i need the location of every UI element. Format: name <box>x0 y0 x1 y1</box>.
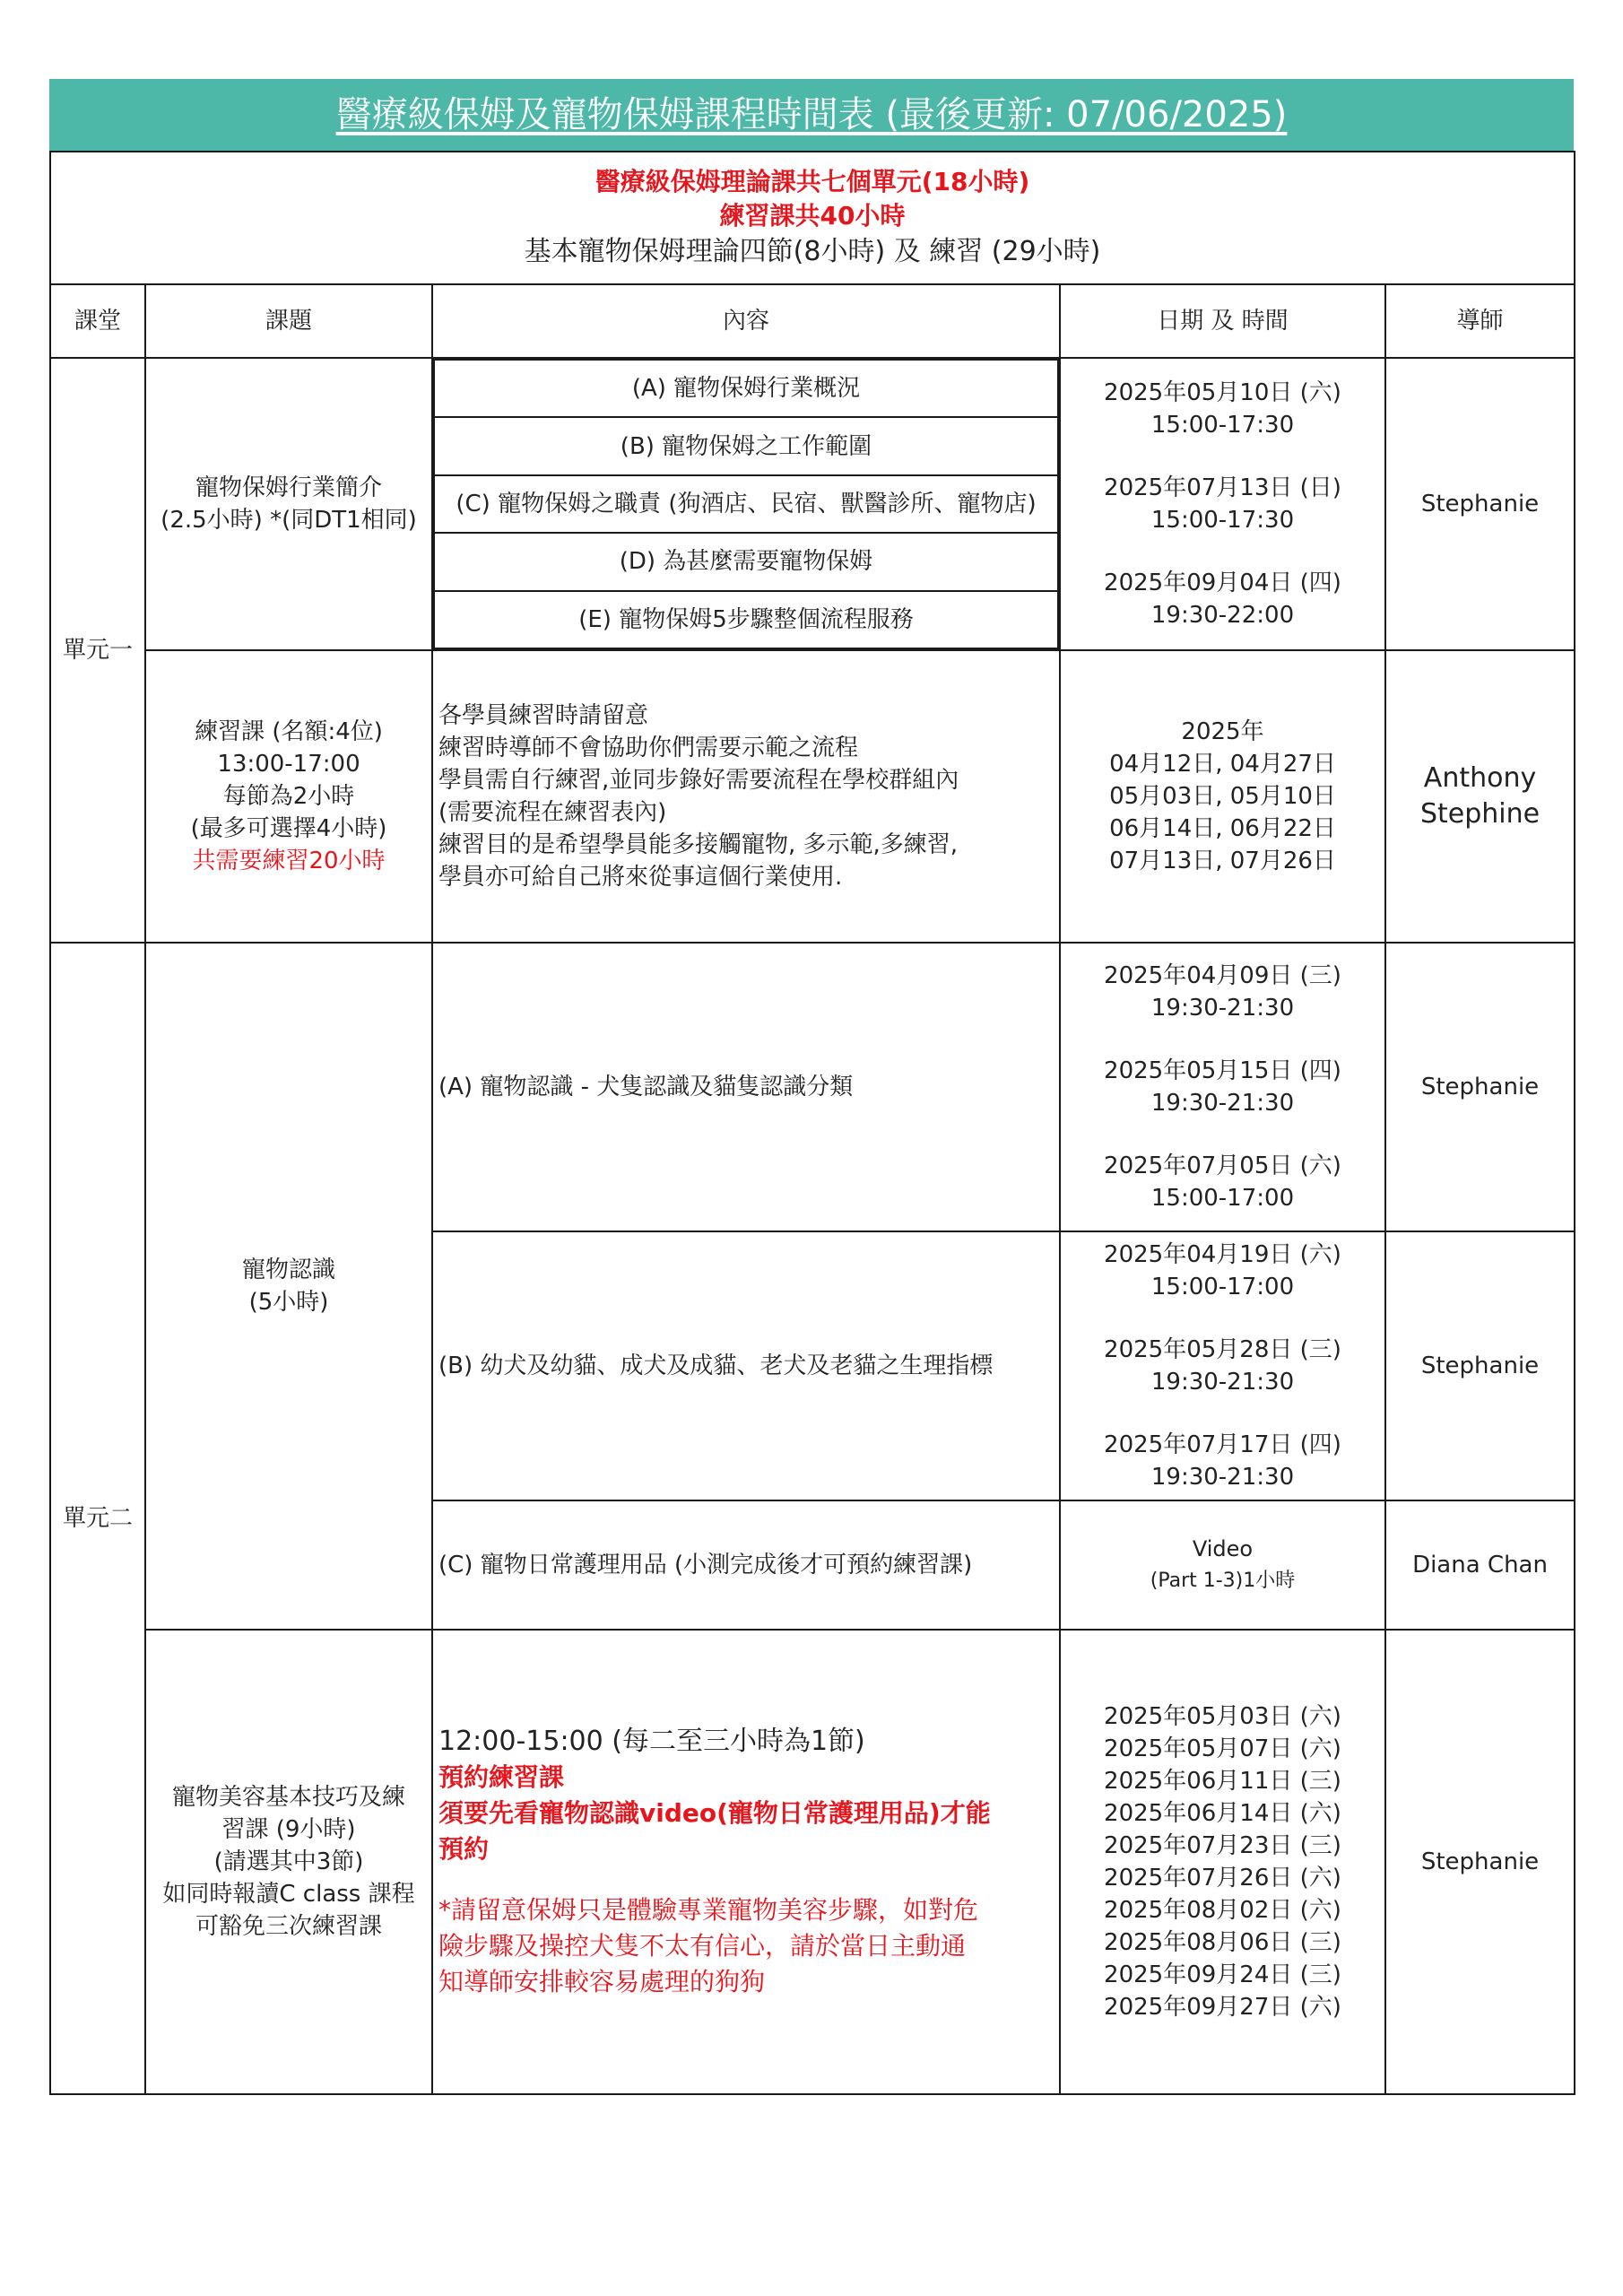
header-classroom: 課堂 <box>50 284 145 358</box>
summary-block <box>50 152 1575 284</box>
header-topic: 課題 <box>145 284 432 358</box>
recog-c-dates: Video (Part 1-3)1小時 <box>1060 1500 1385 1630</box>
list-item: (D) 為甚麼需要寵物保姆 <box>434 533 1058 590</box>
header-tutor: 導師 <box>1385 284 1575 358</box>
table-row <box>50 358 1575 650</box>
header-content: 內容 <box>432 284 1060 358</box>
unit-label-1: 單元一 <box>50 358 145 943</box>
intro-content-list <box>432 358 1060 650</box>
header-datetime: 日期 及 時間 <box>1060 284 1385 358</box>
summary-theory-units: 醫療級保姆理論課共七個單元(18小時) <box>595 167 1030 196</box>
practice-dates: 2025年 04月12日, 04月27日 05月03日, 05月10日 06月14日, 06月22日 07月13日, 07月26日 <box>1060 650 1385 943</box>
recog-b-content: (B) 幼犬及幼貓、成犬及成貓、老犬及老貓之生理指標 <box>432 1231 1060 1500</box>
table-row <box>50 1630 1575 2094</box>
topic-intro: 寵物保姆行業簡介 (2.5小時) *(同DT1相同) <box>145 358 432 650</box>
list-item: (A) 寵物保姆行業概況 <box>434 360 1058 417</box>
summary-practice-hours: 練習課共40小時 <box>719 201 906 230</box>
recog-c-content: (C) 寵物日常護理用品 (小測完成後才可預約練習課) <box>432 1500 1060 1630</box>
page-title: 醫療級保姆及寵物保姆課程時間表 (最後更新: 07/06/2025) <box>49 79 1574 151</box>
list-item: (E) 寵物保姆5步驟整個流程服務 <box>434 591 1058 648</box>
recog-a-tutor: Stephanie <box>1385 943 1575 1231</box>
table-row <box>50 650 1575 943</box>
topic-grooming: 寵物美容基本技巧及練 習課 (9小時) (請選其中3節) 如同時報讀C class 課程 可豁免三次練習課 <box>145 1630 432 2094</box>
intro-dates: 2025年05月10日 (六) 15:00-17:30 2025年07月13日 (日) 15:00-17:30 2025年09月04日 (四) 19:30-22:00 <box>1060 358 1385 650</box>
recog-c-tutor: Diana Chan <box>1385 1500 1575 1630</box>
topic-practice: 練習課 (名額:4位) 13:00-17:00 每節為2小時 (最多可選擇4小時) 共需要練習20小時 <box>145 650 432 943</box>
grooming-tutor: Stephanie <box>1385 1630 1575 2094</box>
unit-label-2: 單元二 <box>50 943 145 2094</box>
intro-tutor: Stephanie <box>1385 358 1575 650</box>
list-item: (B) 寵物保姆之工作範圍 <box>434 417 1058 474</box>
practice-content: 各學員練習時請留意 練習時導師不會協助你們需要示範之流程 學員需自行練習,並同步錄好需要流程在學校群組內 (需要流程在練習表內) 練習目的是希望學員能多接觸寵物, 多示範,多練習, 學員亦可給自己將來從事這個行業使用. <box>432 650 1060 943</box>
recog-b-dates: 2025年04月19日 (六) 15:00-17:00 2025年05月28日 (三) 19:30-21:30 2025年07月17日 (四) 19:30-21:30 <box>1060 1231 1385 1500</box>
list-item: (C) 寵物保姆之職責 (狗酒店、民宿、獸醫診所、寵物店) <box>434 475 1058 533</box>
recog-a-dates: 2025年04月09日 (三) 19:30-21:30 2025年05月15日 (四) 19:30-21:30 2025年07月05日 (六) 15:00-17:00 <box>1060 943 1385 1231</box>
recog-a-content: (A) 寵物認識 - 犬隻認識及貓隻認識分類 <box>432 943 1060 1231</box>
grooming-dates: 2025年05月03日 (六) 2025年05月07日 (六) 2025年06月11日 (三) 2025年06月14日 (六) 2025年07月23日 (三) 2025年07月26日 (六) 2025年08月02日 (六) 2025年08月06日 (三) 2025年09月24日 (三) 2025年09月27日 (六) <box>1060 1630 1385 2094</box>
recog-b-tutor: Stephanie <box>1385 1231 1575 1500</box>
grooming-content: 12:00-15:00 (每二至三小時為1節) 預約練習課 須要先看寵物認識video(寵物日常護理用品)才能 預約 *請留意保姆只是體驗專業寵物美容步驟，如對危 險步驟及操控犬隻不太有信心，請於當日主動通 知導師安排較容易處理的狗狗 <box>432 1630 1060 2094</box>
topic-pet-recognition: 寵物認識 (5小時) <box>145 943 432 1630</box>
practice-tutor: Anthony Stephine <box>1385 650 1575 943</box>
summary-basic-course: 基本寵物保姆理論四節(8小時) 及 練習 (29小時) <box>524 236 1101 267</box>
table-header-row <box>50 284 1575 358</box>
table-row <box>50 943 1575 1231</box>
schedule-table <box>49 151 1575 2095</box>
